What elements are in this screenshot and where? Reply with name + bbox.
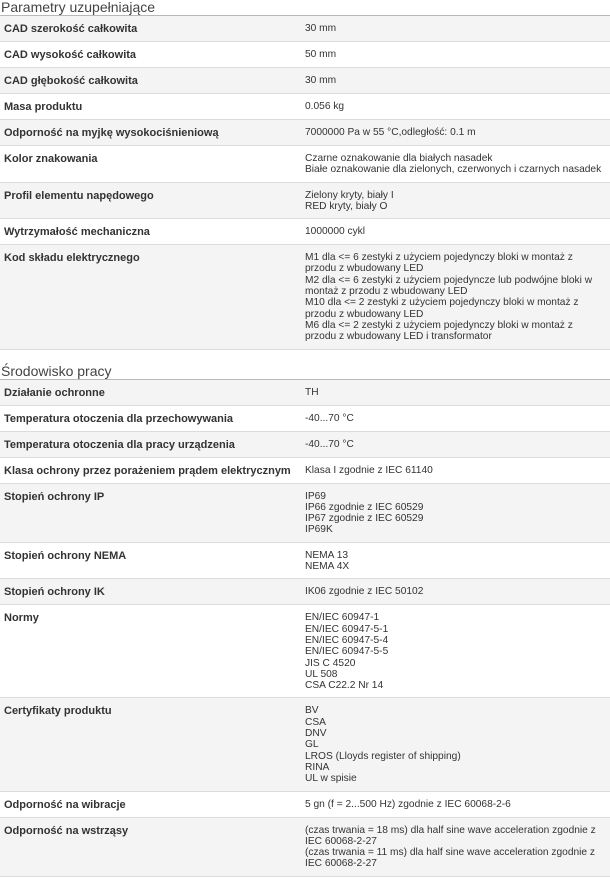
spec-row xyxy=(0,792,610,818)
spec-value-line: DNV xyxy=(305,728,327,740)
section-spacer xyxy=(0,350,610,364)
spec-value xyxy=(305,23,605,35)
spec-label: Wytrzymałość mechaniczna xyxy=(4,226,150,239)
spec-row xyxy=(0,68,610,94)
section-title: Parametry uzupełniające xyxy=(0,0,610,16)
spec-value xyxy=(305,226,605,238)
spec-row xyxy=(0,42,610,68)
section-title: Środowisko pracy xyxy=(0,364,610,380)
spec-value xyxy=(305,550,605,573)
spec-row xyxy=(0,458,610,484)
spec-value xyxy=(305,153,605,176)
spec-value-line: -40...70 °C xyxy=(305,438,354,450)
spec-value xyxy=(305,465,605,477)
spec-row xyxy=(0,245,610,349)
spec-row xyxy=(0,543,610,580)
spec-value-line: 30 mm xyxy=(305,75,337,86)
spec-row xyxy=(0,484,610,543)
spec-value-line: M6 dla <= 2 zestyki z użyciem pojedynczy bloki w montaż z przodu z wbudowany LED i transformator xyxy=(305,319,573,343)
spec-label: Temperatura otoczenia dla przechowywania xyxy=(4,412,234,425)
spec-value-line: EN/IEC 60947-5-1 xyxy=(305,623,389,635)
spec-value-line: 50 mm xyxy=(305,49,337,60)
spec-value-line: GL xyxy=(305,739,319,751)
spec-value-line: EN/IEC 60947-1 xyxy=(305,612,380,624)
spec-label: CAD głębokość całkowita xyxy=(4,75,138,87)
spec-row xyxy=(0,432,610,458)
spec-label: Temperatura otoczenia dla pracy urządzenia xyxy=(4,438,235,451)
spec-value xyxy=(305,387,605,399)
spec-value xyxy=(305,825,605,870)
spec-value xyxy=(305,439,605,451)
spec-row xyxy=(0,605,610,698)
spec-table xyxy=(0,380,610,877)
spec-value-line: TH xyxy=(305,386,319,398)
spec-label: Normy xyxy=(4,612,39,625)
spec-label: Masa produktu xyxy=(4,101,83,113)
spec-label: Stopień ochrony IP xyxy=(4,490,105,503)
spec-value-line: Czarne oznakowanie dla białych nasadek xyxy=(305,153,493,164)
spec-value-line: CSA C22.2 Nr 14 xyxy=(305,680,384,692)
spec-value-line: Białe oznakowanie dla zielonych, czerwonych i czarnych nasadek xyxy=(305,164,602,176)
spec-row xyxy=(0,818,610,877)
spec-label: Profil elementu napędowego xyxy=(4,189,154,202)
spec-table xyxy=(0,16,610,350)
spec-value xyxy=(305,190,605,213)
spec-value-line: IK06 zgodnie z IEC 50102 xyxy=(305,586,424,598)
spec-value-line: IP67 zgodnie z IEC 60529 xyxy=(305,513,424,525)
spec-label: CAD wysokość całkowita xyxy=(4,49,137,61)
spec-value-line: 7000000 Pa w 55 °C,odległość: 0.1 m xyxy=(305,127,476,138)
spec-value-line: JIS C 4520 xyxy=(305,657,356,669)
spec-row xyxy=(0,219,610,245)
spec-value-line: M2 dla <= 6 zestyki z użyciem pojedyncze lub podwójne bloki w montaż z przodu z wbudowany LED xyxy=(305,274,593,298)
spec-value-line: NEMA 4X xyxy=(305,561,350,573)
spec-value xyxy=(305,252,605,342)
spec-value-line: 5 gn (f = 2...500 Hz) zgodnie z IEC 60068-2-6 xyxy=(305,798,511,810)
spec-value-line: EN/IEC 60947-5-4 xyxy=(305,634,389,646)
spec-row xyxy=(0,146,610,183)
spec-value xyxy=(305,491,605,536)
spec-row xyxy=(0,579,610,605)
spec-value xyxy=(305,75,605,87)
spec-value-line: CSA xyxy=(305,716,326,728)
spec-value xyxy=(305,127,605,139)
spec-label: Stopień ochrony IK xyxy=(4,586,105,599)
spec-value xyxy=(305,49,605,61)
spec-label: Odporność na myjkę wysokociśnieniową xyxy=(4,127,219,139)
spec-label: Stopień ochrony NEMA xyxy=(4,549,127,562)
spec-value-line: Klasa I zgodnie z IEC 61140 xyxy=(305,464,433,476)
spec-value-line: LROS (Lloyds register of shipping) xyxy=(305,750,461,762)
spec-value-line: 30 mm xyxy=(305,23,337,34)
spec-row xyxy=(0,16,610,42)
spec-value xyxy=(305,705,605,784)
spec-row xyxy=(0,120,610,146)
spec-value-line: IP66 zgodnie z IEC 60529 xyxy=(305,501,424,513)
spec-value xyxy=(305,612,605,691)
spec-value-line: NEMA 13 xyxy=(305,549,349,561)
spec-value-line: 1000000 cykl xyxy=(305,226,366,238)
spec-row xyxy=(0,380,610,406)
spec-row xyxy=(0,406,610,432)
spec-row xyxy=(0,94,610,120)
spec-row xyxy=(0,183,610,220)
spec-label: Certyfikaty produktu xyxy=(4,705,112,718)
spec-label: Kolor znakowania xyxy=(4,153,98,165)
spec-value-line: IP69K xyxy=(305,524,333,536)
spec-value xyxy=(305,799,605,811)
spec-value-line: 0.056 kg xyxy=(305,101,345,112)
spec-label: Odporność na wibracje xyxy=(4,798,126,811)
spec-value-line: M1 dla <= 6 zestyki z użyciem pojedynczy bloki w montaż z przodu z wbudowany LED xyxy=(305,252,573,275)
spec-value-line: UL w spisie xyxy=(305,773,357,785)
spec-value-line: (czas trwania = 11 ms) dla half sine wave acceleration zgodnie z IEC 60068-2-27 xyxy=(305,847,596,870)
spec-value-line: RINA xyxy=(305,761,330,773)
spec-value-line: RED kryty, biały O xyxy=(305,200,388,212)
spec-value-line: -40...70 °C xyxy=(305,412,354,424)
spec-label: Odporność na wstrząsy xyxy=(4,824,129,837)
spec-value-line: Zielony kryty, biały I xyxy=(305,189,394,201)
spec-label: Działanie ochronne xyxy=(4,386,105,399)
spec-value-line: M10 dla <= 2 zestyki z użyciem pojedynczy bloki w montaż z przodu z wbudowany LED xyxy=(305,297,579,320)
spec-label: CAD szerokość całkowita xyxy=(4,23,138,35)
spec-value-line: UL 508 xyxy=(305,668,338,680)
spec-value-line: BV xyxy=(305,705,319,717)
spec-value-line: EN/IEC 60947-5-5 xyxy=(305,646,389,658)
spec-row xyxy=(0,698,610,791)
spec-label: Klasa ochrony przez porażeniem prądem elektrycznym xyxy=(4,464,291,477)
spec-value xyxy=(305,586,605,598)
spec-value-line: (czas trwania = 18 ms) dla half sine wave acceleration zgodnie z IEC 60068-2-27 xyxy=(305,824,596,847)
spec-label: Kod składu elektrycznego xyxy=(4,252,140,265)
spec-value xyxy=(305,101,605,113)
spec-value xyxy=(305,413,605,425)
spec-value-line: IP69 xyxy=(305,490,326,502)
